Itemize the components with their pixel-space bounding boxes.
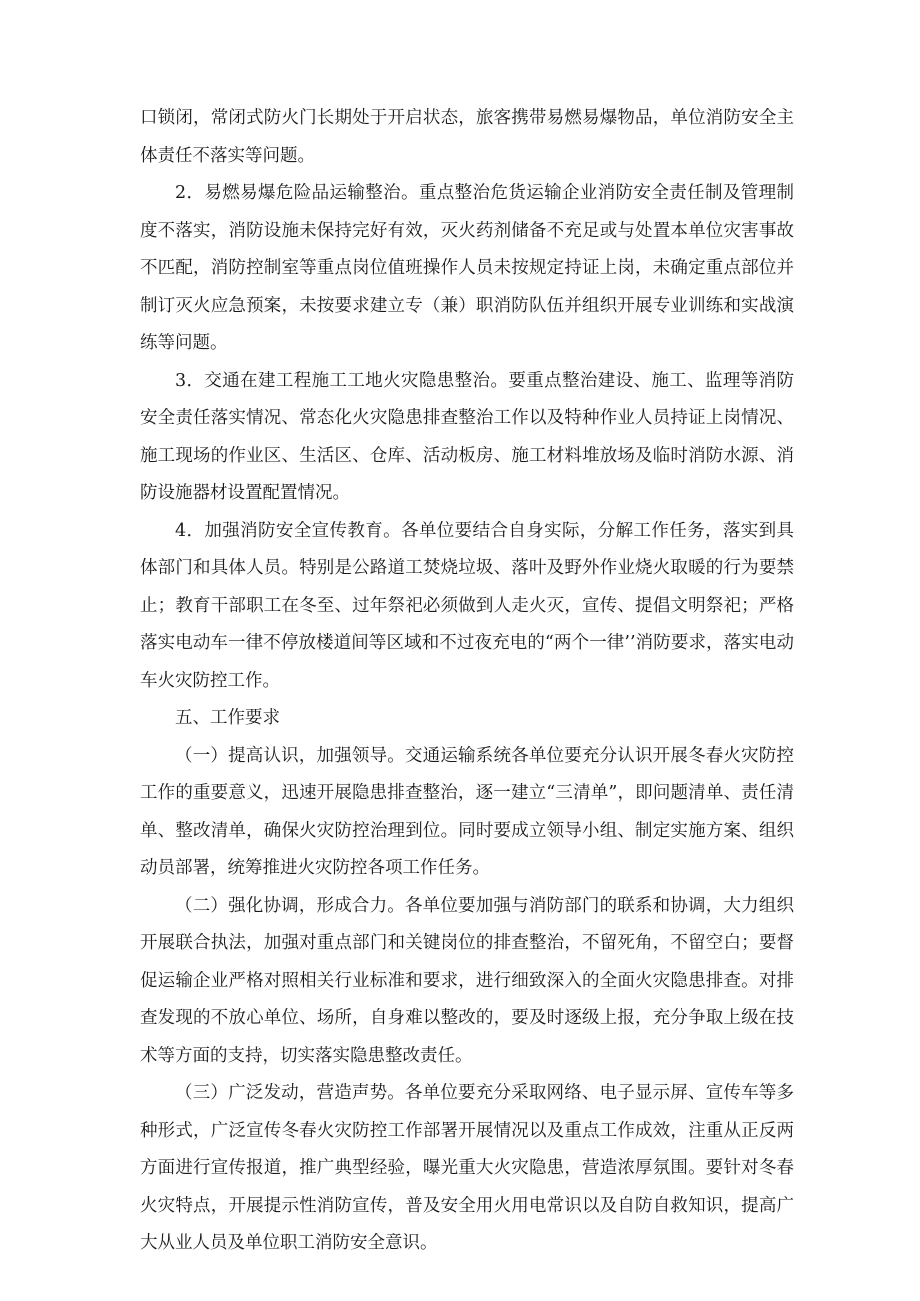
document-body: [140, 100, 794, 1263]
paragraph-item-4-fire-safety-education: 4．加强消防安全宣传教育。各单位要结合自身实际，分解工作任务，落实到具体部门和具体人员。特别是公路道工焚烧垃圾、落叶及野外作业烧火取暖的行为要禁止；教育干部职工在冬至、过年祭祀必须做到人走火灭，宣传、提倡文明祭祀；严格落实电动车一律不停放楼道间等区域和不过夜充电的“两个一律’’消防要求，落实电动车火灾防控工作。: [140, 520, 794, 691]
paragraph-requirement-2: （二）强化协调，形成合力。各单位要加强与消防部门的联系和协调，大力组织开展联合执法，加强对重点部门和关键岗位的排查整治，不留死角，不留空白；要督促运输企业严格对照相关行业标准和要求，进行细致深入的全面火灾隐患排查。对排查发现的不放心单位、场所，自身难以整改的，要及时逐级上报，充分争取上级在技术等方面的支持，切实落实隐患整改责任。: [140, 895, 794, 1066]
paragraph-item-3-construction-sites: 3．交通在建工程施工工地火灾隐患整治。要重点整治建设、施工、监理等消防安全责任落实情况、常态化火灾隐患排查整治工作以及特种作业人员持证上岗情况、施工现场的作业区、生活区、仓库、活动板房、施工材料堆放场及临时消防水源、消防设施器材设置配置情况。: [140, 370, 794, 503]
paragraph-item-2-hazmat-transport: 2．易燃易爆危险品运输整治。重点整治危货运输企业消防安全责任制及管理制度不落实，消防设施未保持完好有效，灭火药剂储备不充足或与处置本单位灾害事故不匹配，消防控制室等重点岗位值班操作人员未按规定持证上岗，未确定重点部位并制订灭火应急预案，未按要求建立专（兼）职消防队伍并组织开展专业训练和实战演练等问题。: [140, 183, 794, 353]
paragraph-requirement-3: （三）广泛发动，营造声势。各单位要充分采取网络、电子显示屏、宣传车等多种形式，广泛宣传冬春火灾防控工作部署开展情况以及重点工作成效，注重从正反两方面进行宣传报道，推广典型经验，曝光重大火灾隐患，营造浓厚氛围。要针对冬春火灾特点，开展提示性消防宣传，普及安全用火用电常识以及自防自救知识，提高广大从业人员及单位职工消防安全意识。: [140, 1083, 794, 1253]
paragraph-requirement-1: （一）提高认识，加强领导。交通运输系统各单位要充分认识开展冬春火灾防控工作的重要意义，迅速开展隐患排查整治，逐一建立“三清单”，即问题清单、责任清单、整改清单，确保火灾防控治理到位。同时要成立领导小组、制定实施方案、组织动员部署，统筹推进火灾防控各项工作任务。: [140, 745, 794, 878]
paragraph-continuation: 口锁闭，常闭式防火门长期处于开启状态，旅客携带易燃易爆物品，单位消防安全主体责任不落实等问题。: [140, 108, 794, 166]
section-heading-work-requirements: 五、工作要求: [175, 708, 280, 728]
